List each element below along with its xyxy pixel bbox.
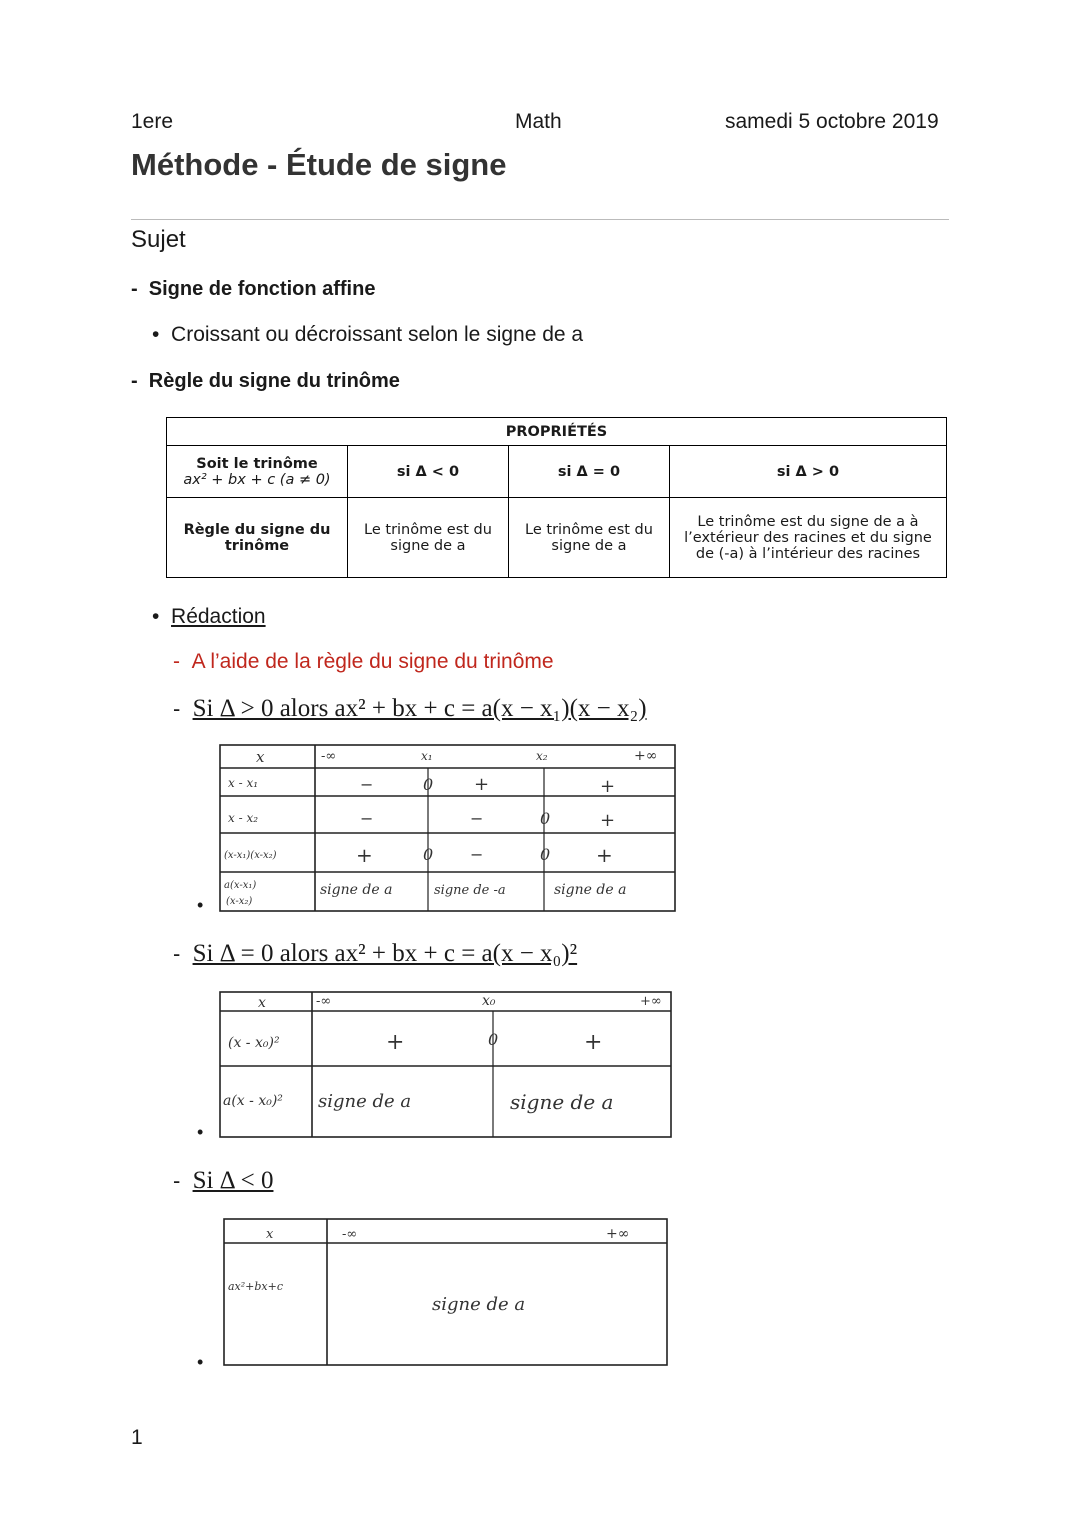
zero-mark: 0 xyxy=(423,775,434,794)
delta-zero-header: si Δ = 0 xyxy=(509,446,670,498)
date-label: samedi 5 octobre 2019 xyxy=(725,110,939,133)
sign-minus: − xyxy=(470,845,484,864)
sign-of-a: signe de a xyxy=(510,1090,614,1114)
page-number: 1 xyxy=(131,1426,143,1449)
delta-positive-header: si Δ > 0 xyxy=(670,446,947,498)
zero-mark: 0 xyxy=(423,845,434,864)
row-label-x-minus-x2: x - x₂ xyxy=(228,811,259,825)
section-title: Sujet xyxy=(131,226,186,253)
table-frame xyxy=(220,992,671,1137)
minus-infinity: -∞ xyxy=(321,749,337,764)
x-label: x xyxy=(266,1227,274,1242)
table-frame xyxy=(224,1219,667,1365)
plus-infinity: +∞ xyxy=(640,994,662,1009)
bullet-icon: • xyxy=(197,1352,204,1372)
sign-of-a: signe de a xyxy=(320,882,393,898)
root-x1: x₁ xyxy=(421,749,433,763)
delta-positive-rule: Le trinôme est du signe de a à l’extérieur des racines et du signe de (-a) à l’intérieur des racines xyxy=(670,498,947,578)
delta-negative-header: si Δ < 0 xyxy=(348,446,509,498)
row-label-x-minus-x1: x - x₁ xyxy=(228,776,259,790)
sign-plus: + xyxy=(386,1030,405,1055)
bullet-icon: • xyxy=(152,323,172,346)
page-title: Méthode - Étude de signe xyxy=(131,147,507,182)
sign-of-minus-a: signe de -a xyxy=(434,883,506,898)
sign-table-delta-positive xyxy=(218,742,678,914)
zero-mark: 0 xyxy=(540,809,551,828)
x-label: x xyxy=(258,995,266,1011)
x-label: x xyxy=(256,748,265,766)
subject-label: Math xyxy=(515,110,562,133)
trinome-heading: - Règle du signe du trinôme xyxy=(131,370,400,392)
row-label-trinome: ax²+bx+c xyxy=(228,1280,284,1293)
delta-zero-rule: Le trinôme est du signe de a xyxy=(509,498,670,578)
bullet-icon: • xyxy=(197,1122,204,1142)
bullet-icon: • xyxy=(152,605,172,628)
properties-table xyxy=(166,417,947,578)
row-label-a-product-1: a(x-x₁) xyxy=(224,880,257,891)
minus-infinity: -∞ xyxy=(316,994,332,1009)
case-delta-zero: - Si Δ = 0 alors ax² + bx + c = a(x − x₀)² xyxy=(173,940,578,967)
root-x0: x₀ xyxy=(482,993,496,1009)
redaction-instruction: - A l’aide de la règle du signe du trinôme xyxy=(173,650,554,673)
trinome-definition: Soit le trinôme ax² + bx + c (a ≠ 0) xyxy=(167,446,348,498)
row-label-product: (x-x₁)(x-x₂) xyxy=(224,850,277,861)
bullet-icon: • xyxy=(197,895,204,915)
affine-heading: - Signe de fonction affine xyxy=(131,278,376,300)
row-label-a-product-2: (x-x₂) xyxy=(226,896,253,907)
sign-minus: − xyxy=(360,775,374,794)
sign-of-a: signe de a xyxy=(318,1091,412,1112)
minus-infinity: -∞ xyxy=(342,1227,358,1242)
root-x2: x₂ xyxy=(536,749,548,763)
rule-label: Règle du signe du trinôme xyxy=(167,498,348,578)
delta-negative-rule: Le trinôme est du signe de a xyxy=(348,498,509,578)
sign-minus: − xyxy=(360,809,374,828)
sign-plus: + xyxy=(356,843,373,867)
sign-plus: + xyxy=(474,774,490,795)
case-delta-negative: - Si Δ < 0 xyxy=(173,1167,274,1194)
sign-minus: − xyxy=(470,809,484,828)
row-label-square: (x - x₀)² xyxy=(228,1035,280,1051)
sign-plus: + xyxy=(596,843,613,867)
zero-mark: 0 xyxy=(540,845,551,864)
sign-plus: + xyxy=(584,1030,603,1055)
plus-infinity: +∞ xyxy=(606,1226,630,1242)
sign-of-a: signe de a xyxy=(554,882,627,898)
plus-infinity: +∞ xyxy=(634,748,658,764)
row-label-a-square: a(x - x₀)² xyxy=(223,1093,283,1109)
case-delta-positive: - Si Δ > 0 alors ax² + bx + c = a(x − x₁)(x − x₂) xyxy=(173,695,647,722)
redaction-heading: • Rédaction xyxy=(152,605,266,628)
sign-of-a: signe de a xyxy=(432,1294,526,1315)
sign-plus: + xyxy=(600,810,616,831)
class-label: 1ere xyxy=(131,110,174,133)
sign-table-delta-zero xyxy=(218,989,674,1139)
zero-mark: 0 xyxy=(488,1030,499,1049)
affine-bullet: • Croissant ou décroissant selon le signe de a xyxy=(152,323,584,346)
table-header: PROPRIÉTÉS xyxy=(167,418,947,446)
divider xyxy=(131,219,949,220)
sign-table-delta-negative xyxy=(222,1216,670,1368)
sign-plus: + xyxy=(600,776,616,797)
